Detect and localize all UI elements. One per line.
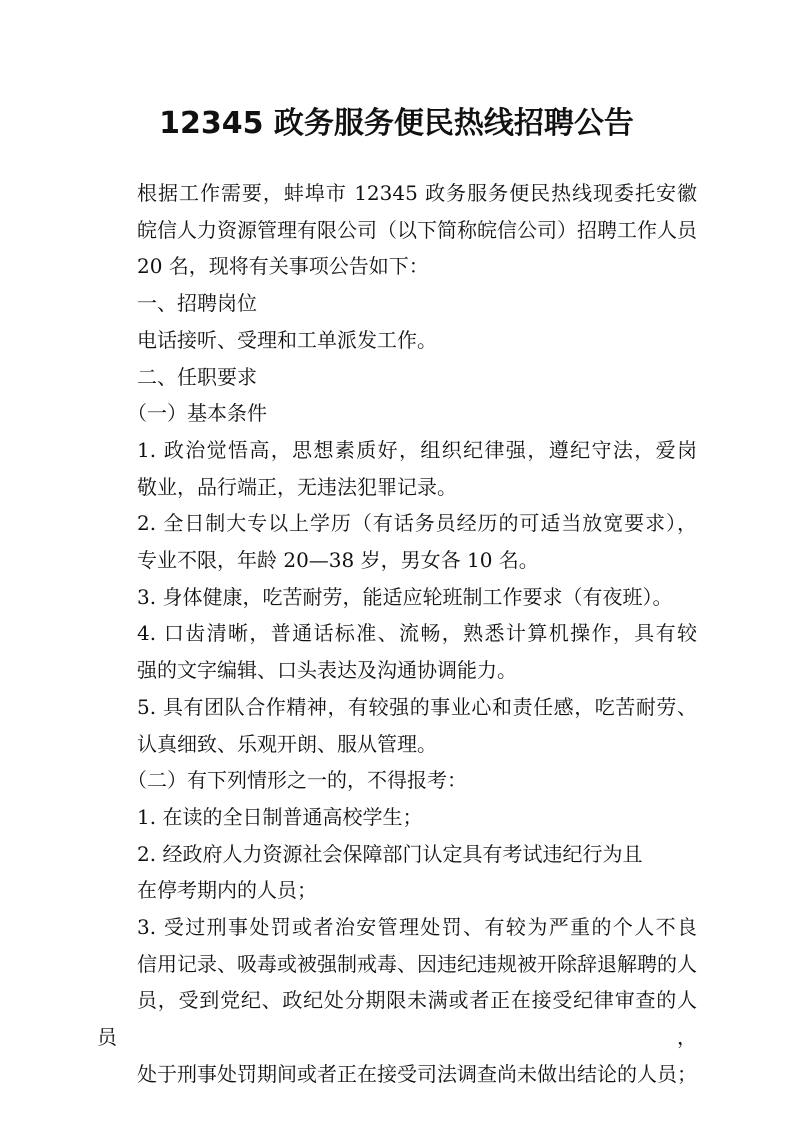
subsection-heading-exclusions bbox=[97, 762, 697, 799]
text-line: 信用记录、吸毒或被强制戒毒、因违纪违规被开除辞退解聘的人 bbox=[137, 951, 697, 976]
list-item-basic-4 bbox=[97, 615, 697, 688]
section-heading-requirements bbox=[97, 359, 697, 396]
text-line: （二）有下列情形之一的，不得报考： bbox=[127, 768, 467, 793]
text-line: 在停考期内的人员； bbox=[137, 878, 317, 903]
paragraph-intro bbox=[97, 175, 697, 285]
text-line: 1. 在读的全日制普通高校学生； bbox=[137, 804, 423, 829]
list-item-basic-1 bbox=[97, 432, 697, 505]
list-item-basic-2 bbox=[97, 505, 697, 578]
document-title: 12345 政务服务便民热线招聘公告 bbox=[159, 106, 634, 141]
text-line: （一）基本条件 bbox=[127, 401, 267, 426]
list-item-basic-5 bbox=[97, 689, 697, 762]
list-item-exclusion-1 bbox=[97, 799, 697, 836]
list-item-exclusion-2 bbox=[97, 836, 697, 909]
text-line: 处于刑事处罚期间或者正在接受司法调查尚未做出结论的人员； bbox=[137, 1061, 697, 1086]
text-line: 3. 身体健康，吃苦耐劳，能适应轮班制工作要求（有夜班）。 bbox=[137, 584, 673, 609]
text-line: 员，受到党纪、政纪处分期限未满或者正在接受纪律审查的人员， bbox=[97, 988, 697, 1050]
subsection-heading-basic bbox=[97, 395, 697, 432]
text-line: 20 名，现将有关事项公告如下： bbox=[137, 254, 429, 279]
text-line: 一、招聘岗位 bbox=[137, 291, 257, 316]
section-heading-positions bbox=[97, 285, 697, 322]
text-line: 认真细致、乐观开朗、服从管理。 bbox=[137, 731, 437, 756]
text-line: 4. 口齿清晰，普通话标准、流畅，熟悉计算机操作，具有较 bbox=[137, 621, 697, 646]
text-line: 根据工作需要，蚌埠市 12345 政务服务便民热线现委托安徽 bbox=[137, 181, 697, 205]
list-item-basic-3 bbox=[97, 579, 697, 616]
text-line: 2. 全日制大专以上学历（有话务员经历的可适当放宽要求）， bbox=[137, 511, 697, 536]
text-line: 专业不限，年龄 20—38 岁，男女各 10 名。 bbox=[137, 548, 539, 573]
text-line: 敬业，品行端正，无违法犯罪记录。 bbox=[137, 474, 457, 499]
paragraph-positions-body bbox=[97, 322, 697, 359]
text-line: 二、任职要求 bbox=[137, 364, 257, 389]
text-line: 强的文字编辑、口头表达及沟通协调能力。 bbox=[137, 658, 517, 683]
text-line: 2. 经政府人力资源社会保障部门认定具有考试违纪行为且 bbox=[137, 841, 643, 866]
text-line: 1. 政治觉悟高，思想素质好，组织纪律强，遵纪守法，爱岗 bbox=[137, 437, 697, 462]
text-line: 5. 具有团队合作精神，有较强的事业心和责任感，吃苦耐劳、 bbox=[137, 694, 697, 719]
list-item-exclusion-3 bbox=[97, 909, 697, 1093]
text-line: 3. 受过刑事处罚或者治安管理处罚、有较为严重的个人不良 bbox=[137, 915, 697, 940]
document-body bbox=[97, 175, 697, 1093]
text-line: 皖信人力资源管理有限公司（以下简称皖信公司）招聘工作人员 bbox=[137, 217, 697, 242]
text-line: 电话接听、受理和工单派发工作。 bbox=[137, 327, 437, 352]
